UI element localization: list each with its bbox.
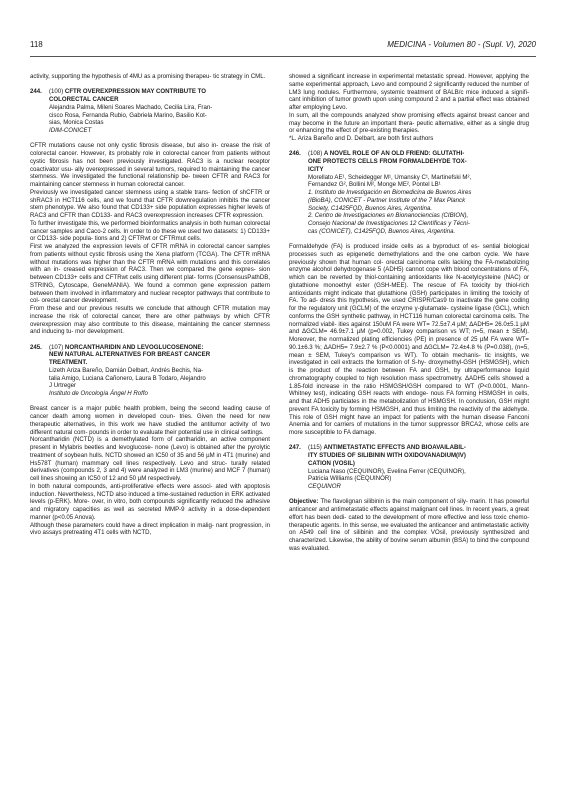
abstract-affiliation: Instituto de Oncología Ángel H Roffo [49, 390, 148, 397]
abstract-affiliation: IDIM-CONICET [49, 127, 92, 134]
abstract-number: 244. [30, 88, 42, 96]
header-rule [30, 56, 536, 57]
abstract-title: (108) A NOVEL ROLE OF AN OLD FRIEND: GLUTATHI- ONE PROTECTS CELLS FROM FORMALDEHYDE TOX- ICITY [308, 150, 467, 173]
abstract-paragraph: Formaldehyde (FA) is produced inside cells as a byproduct of es- sential biological processes such as epigenetic demethylations and the one carbon cycle. We have previously shown that human col- orectal carcinoma cells lacking the FA-metabolizing enzyme alcohol dehydrogenase 5 (ADH5) cannot cope with blood concentrations of FA, which can be reverted by thiol-containing antioxidants like N-acetylcysteine (NAC) or glutathione monoethyl ester (GSH-MEE). The rescue of FA toxicity by thiol-rich antioxidants might indicate that glutathione (GSH) participates in limiting the toxicity of FA. To ad- dress this hypothesis, we used CRISPR/Cas9 to inactivate the gene coding for the regulatory unit (GCLM) of the enzyme γ-glutamate- cysteine ligase (GCL), which conforms the GSH synthetic pathway, in HCT116 human colorectal carcinoma cells. The normalized viabil- ities against 150uM FA were WT= 72.5±7.4 µM; ΔADH5= 26.0±5.1 µM and ΔGCLM= 46.9±7.1 µM (p=0.002, Tukey comparison vs WT; n=5, mean ± SEM). Moreover, the normalized plating efficiencies (PE) in presence of 25 µM FA were WT= 90.1±6.3 %; ΔADH5= 7.9±2.7 % (P<0.0001) and ΔGCLM= 72.4±4.8 % (P=0.038), (n=5, mean ± SEM, Tukey's comparison vs WT). To obtain mechanis- tic insights, we investigated in cell extracts the formation of S-hy- droxymethyl-GSH (HSMGSH), which is the product of the reaction between FA and GSH, by ultraperformance liquid chromatography coupled to high resolution mass spectrometry. ΔADH5 cells showed a 1.85-fold increase in the ratio HSMGSH/GSH compared to WT (P<0.0001, Mann-Whitney test), indicating GSH reacts with endoge- nous FA forming HSMGSH in cells, and that ADH5 particiates in the metabolization of HSMGSH. In conclusion, GSH might prevent FA toxicity by forming HSMGSH, and thus limiting the reactivity of the aldehyde. This role of GSH might have an impact for patients with the human disease Fanconi Anemia and for carriers of mutations in the tumor suppressor BRCA2, whose cells are more susceptible to FA damage. [289, 243, 530, 436]
journal-title: MEDICINA - Volumen 80 - (Supl. V), 2020 [387, 40, 536, 49]
abstract-paragraph: Previously we investigated cancer stemness using a stable trans- fection of shCFTR or shRAC3 in HCT116 cells, and we found that CFTR downregulation inhibits the cancer stem phenotype. We also found that CD133+ side population expresses higher levels of RAC3 and CFTR than CD133- and RAC3 overexpression increases CFTR expression. [30, 188, 270, 219]
abstract-affiliation: CEQUINOR [308, 483, 341, 490]
abstract-title: (107) NORCANTHARIDIN AND LEVOGLUCOSENONE: NEW NATURAL ALTERNATIVES FOR BREAST CANCER TREATMENT. [49, 343, 211, 366]
abstract-authors: Alejandra Palma, Mileni Soares Machado, Cecilia Lira, Fran- cisco Rosa, Fernanda Rubio, Gabriela Marino, Basilio Kot- sias, Monica Costas IDIM-CONICET [30, 104, 270, 135]
continued-text: activity, supporting the hypothesis of 4MU as a promising therapeu- tic strategy in CML. [30, 73, 266, 80]
abstract-title: (115) ANTIMETASTATIC EFFECTS AND BIOAVAILABIL- ITY STUDIES OF SILIBININ WITH OXIDOVANADIUM(IV) CATION (VOSIL) [308, 444, 466, 467]
right-column [289, 73, 529, 553]
abstract-heading [289, 444, 529, 467]
abstract-246 [289, 150, 529, 437]
abstract-title: (100) CFTR OVEREXPRESSION MAY CONTRIBUTE TO COLORECTAL CANCER [49, 88, 206, 103]
abstract-paragraph: Norcantharidin (NCTD) is a demethylated form of cantharidin, an active component present in Mylabris beetles and levoglucose- none (Levo) is obtained after the pyrolytic treatment of soybean hulls. NCTD showed an IC50 of 35 and 56 µM in 4T1 (murine) and Hs578T (human) mammary cell lines respectively. Levo and struc- turally related derivatives (compounds 2, 3 and 4) were analyzed in LM3 (murine) and MCF 7 (human) cell lines showing an IC50 of 12 and 50 µM respectively. [30, 436, 271, 482]
abstract-heading [289, 150, 529, 173]
abstract-244 [30, 88, 270, 336]
abstract-paragraph: CFTR mutations cause not only cystic fibrosis disease, but also in- crease the risk of colorectal cancer. However, its probably role in colorectal cancer from patients without cystic fibrosis has not been previously investigated. RAC3 is a nuclear receptor coactivator usu- ally overexpressed in several tumors, required to maintaining the cancer stemness. We investigated the functional relationship be- tween CFTR and RAC3 for maintaining cancer stemness in human colorectal cancer. [30, 142, 271, 188]
abstract-heading [30, 88, 270, 104]
abstract-paragraph: Although these parameters could have a direct implication in malig- nant progression, in vivo assays pretreating 4T1 cells with NCTD, [30, 521, 270, 537]
continued-text: showed a significant increase in experimental metastatic spread. However, applying the same experimental approach, Levo and compound 2 significantly reduced the number of LM3 lung nodules. Furthermore, systemic treatment of BALB/c mice induced a signifi- cant inhibition of tumor growth upon using compound 2 and a partial effect was obtained after employing Levo. [289, 73, 529, 111]
abstract-authors: Lizeth Ariza Bareño, Damián Delbart, Andrés Bechis, Na- talia Amigo, Luciana Cañonero, Laura B Todaro, Alejandro J Urtreger Instituto de Oncología Ángel H Roffo [30, 367, 270, 398]
abstract-number: 246. [289, 150, 301, 158]
abstract-247 [289, 444, 529, 552]
abstract-paragraph: Objective: The flavolignan silibinin is the main component of sily- marin. It has powerful anticancer and antimetastatic effects against malignant cell lines. In recent years, a great effort has been dedi- cated to the development of more effective and less toxic chemo- therapeutic agents. In this sense, we evaluated the anticancer and antimetastatic activity on A549 cell line of silibinin and the complex VOsil, previously synthesized and characterized. Likewise, the ability of bovine serum albumin (BSA) to bind the compound was evaluated. [289, 498, 530, 552]
page-header [30, 40, 536, 52]
abstract-number: 247. [289, 444, 301, 452]
abstract-authors: Luciana Naso (CEQUINOR), Evelina Ferrer (CEQUINOR), Patricia Williams (CEQUINOR) CEQUINOR [289, 468, 529, 491]
page-number: 118 [30, 40, 43, 49]
left-column [30, 73, 270, 537]
abstract-number: 245. [30, 343, 42, 351]
abstract-paragraph: In both natural compounds, anti-proliferative effects were associ- ated with apoptosis induction. Nevertheless, NCTD also induced a time-sustained reduction in ERK activated levels (p-ERK). More- over, in vitro, both compounds significantly reduced the adhesive and migratory capacities as well as secreted MMP-9 activity in a dose-dependent manner (p<0.05 Anova). [30, 482, 270, 521]
abstract-affiliation: 1. Instituto de Investigación en Biomedicina de Buenos Aires [308, 189, 472, 196]
objective-label: Objective: [289, 498, 321, 506]
abstract-paragraph: From these and our previous results we conclude that although CFTR mutation may increase the risk of colorectal cancer, there are other pathways by which CFTR overexpression may also contribute to this disease, maintaining the cancer stemness and inducing tu- mor development. [30, 305, 270, 336]
abstract-245 [30, 344, 270, 538]
abstract-heading [30, 344, 270, 367]
continued-text: In sum, all the compounds analyzed show promising effects against breast cancer and may become in the future an important thera- peutic alternative, either as a single drug or enhancing the effect of pre-existing therapies. [289, 111, 529, 135]
abstract-authors: Morellato AE¹, Scheidegger M¹, Umansky C¹, Martinefski M², Fernandez G², Bollini M², Monge ME², Pontel LB¹ 1. Instituto de Investigación en Biomedicina de Buenos Aires (IBioBA), CONICET - Partner Institute of the 7 Max Planck Society, C1425FQD, Buenos Aires, Argentina. 2. Centro de Investigaciones en Bionanociencias (CIBION), Consejo Nacional de Investigaciones 12 Científicas y Técni- cas (CONICET), C1425FQD, Buenos Aires, Argentina. [289, 174, 529, 236]
abstract-paragraph: First we analyzed the expression levels of CFTR mRNA in colorectal cancer samples from patients without cystic fibrosis using the Xena platform (TCGA). The CFTR mRNA without mutations was higher than the CFTR mRNA with mutations and this correlates with an in- creased expression of RAC3. Then we compared the gene expres- sion between CD133+ cells and CFTRwt cells using different plat- forms (ConsensusPathDB, STRING, Cytoscape, GeneMANIA). We found a common gene expression pattern between them involved in inflammatory and nuclear receptor pathways that contribute to col- orectal cancer development. [30, 243, 271, 305]
abstract-paragraph: Breast cancer is a major public health problem, being the second leading cause of cancer death among women in developed coun- tries. Given the need for new therapeutic alternatives, in this work we have studied the antitumor activity of two different natural com- pounds in order to evaluate their potential use in clinical settings. [30, 405, 270, 436]
author-note: *L. Ariza Bareño and D. Delbart, are both first authors [289, 135, 434, 142]
abstract-paragraph: To further investigate this, we performed bioinformatics analysis in both human colorectal cancer samples and Caco-2 cells. In order to do these we used two datasets: 1) CD133+ or CD133- side popula- tions and 2) CFTRwt or CFTRmut cells. [30, 219, 270, 243]
